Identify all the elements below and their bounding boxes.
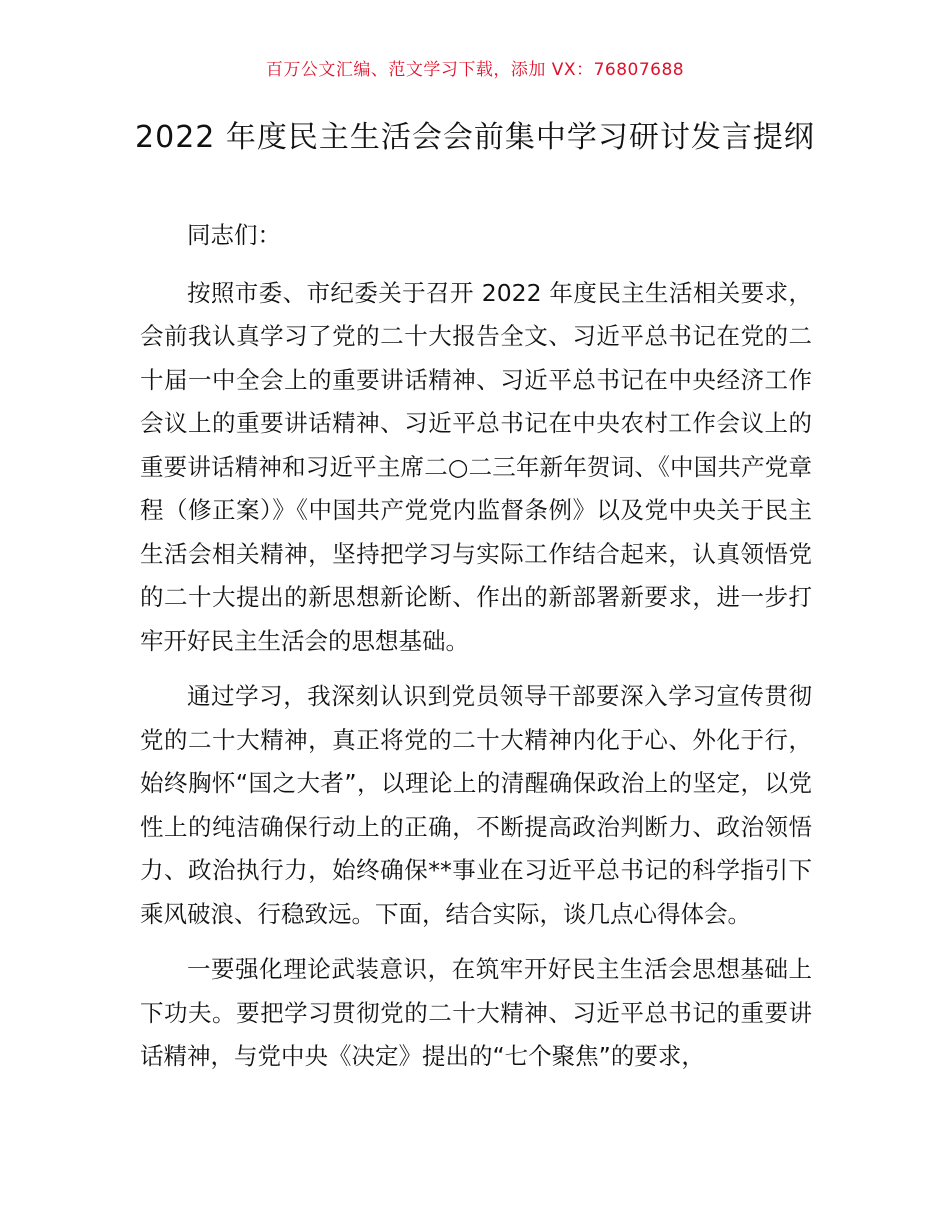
paragraph-3: 一要强化理论武装意识，在筑牢开好民主生活会思想基础上下功夫。要把学习贯彻党的二十大精神、习近平总书记的重要讲话精神，与党中央《决定》提出的“七个聚焦”的要求， xyxy=(140,955,812,1070)
paragraph-1: 按照市委、市纪委关于召开 2022 年度民主生活相关要求，会前我认真学习了党的二十大报告全文、习近平总书记在党的二十届一中全会上的重要讲话精神、习近平总书记在中央经济工作会议上的重要讲话精神、习近平总书记在中央农村工作会议上的重要讲话精神和习近平主席二○二三年新年贺词、《中国共产党章程（修正案）》《中国共产党党内监督条例》以及党中央关于民主生活会相关精神，坚持把学习与实际工作结合起来，认真领悟党的二十大提出的新思想新论断、作出的新部署新要求，进一步打牢开好民主生活会的思想基础。 xyxy=(140,278,812,655)
header-promo-note: 百万公文汇编、范文学习下载，添加 VX：76807688 xyxy=(265,60,685,80)
greeting-line: 同志们： xyxy=(187,221,281,249)
document-title: 2022 年度民主生活会会前集中学习研讨发言提纲 xyxy=(135,120,815,155)
paragraph-2: 通过学习，我深刻认识到党员领导干部要深入学习宣传贯彻党的二十大精神，真正将党的二十大精神内化于心、外化于行，始终胸怀“国之大者”，以理论上的清醒确保政治上的坚定，以党性上的纯洁确保行动上的正确，不断提高政治判断力、政治领悟力、政治执行力，始终确保**事业在习近平总书记的科学指引下乘风破浪、行稳致远。下面，结合实际，谈几点心得体会。 xyxy=(140,682,812,928)
document-body xyxy=(140,214,812,1091)
